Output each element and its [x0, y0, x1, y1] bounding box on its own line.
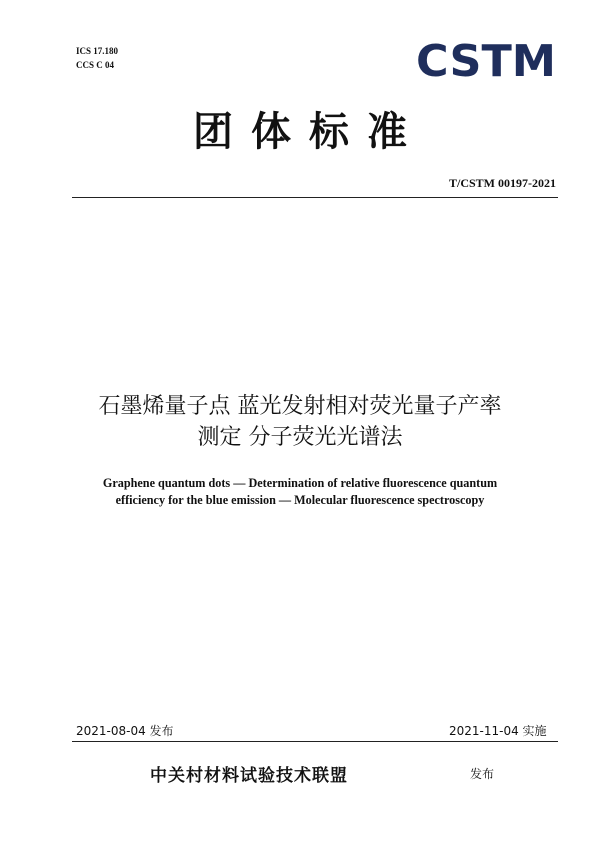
publish-label: 发布	[470, 767, 495, 781]
chinese-title-line-2: 测定 分子荧光光谱法	[197, 425, 403, 450]
publisher-name: 中关村材料试验技术联盟	[150, 766, 348, 786]
chinese-title	[0, 391, 600, 453]
english-title	[40, 475, 560, 509]
ics-code: ICS 17.180	[76, 46, 119, 56]
english-title-line-2: efficiency for the blue emission — Molecular fluorescence spectroscopy	[115, 493, 485, 507]
cstm-logo-text: CSTM	[416, 40, 556, 80]
english-title-line-1: Graphene quantum dots — Determination of relative fluorescence quantum	[102, 476, 498, 490]
ccs-code: CCS C 04	[76, 60, 115, 70]
header-divider	[72, 197, 558, 198]
footer-divider	[72, 741, 558, 742]
standard-number: T/CSTM 00197-2021	[448, 176, 556, 190]
cstm-logo	[416, 40, 556, 80]
standard-type: 团体标准	[193, 109, 425, 155]
implement-date: 2021-11-04 实施	[449, 724, 547, 738]
chinese-title-line-1: 石墨烯量子点 蓝光发射相对荧光量子产率	[98, 394, 502, 419]
classification-codes	[76, 44, 118, 72]
publish-date: 2021-08-04 发布	[76, 724, 174, 738]
